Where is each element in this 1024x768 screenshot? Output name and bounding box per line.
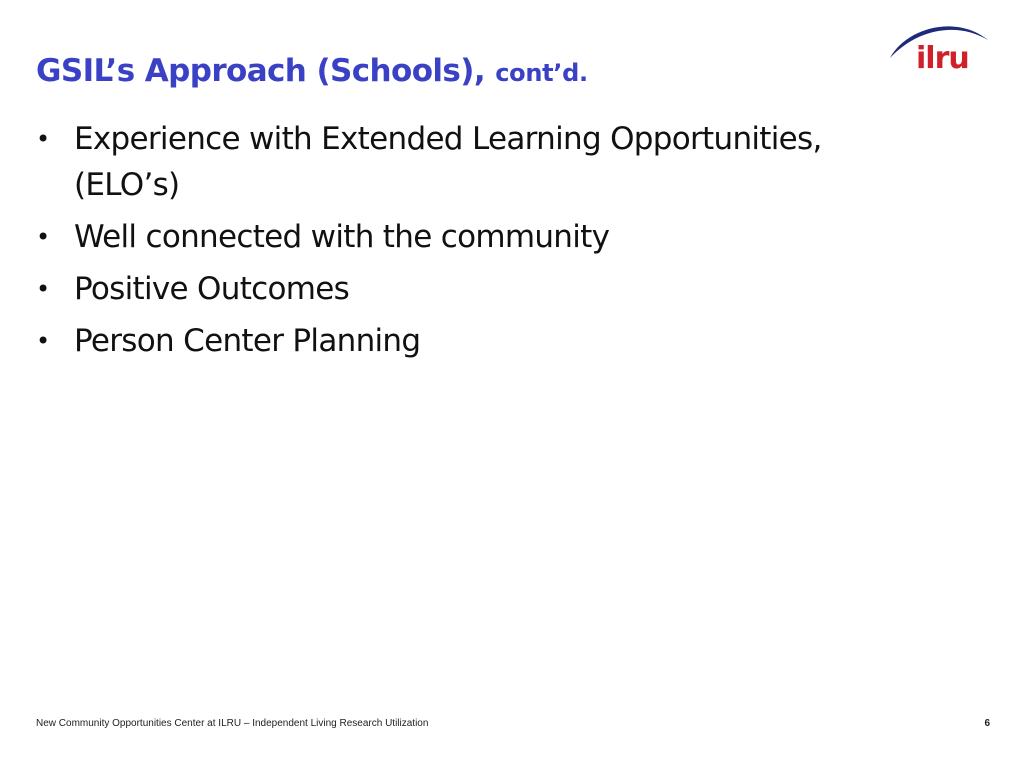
bullet-item xyxy=(36,116,936,208)
bullet-item xyxy=(36,318,936,364)
bullet-text: Well connected with the community xyxy=(74,219,610,255)
page-number: 6 xyxy=(984,718,990,729)
footer-text: New Community Opportunities Center at ILRU – Independent Living Research Utilization xyxy=(36,718,429,729)
slide-title-suffix: cont’d. xyxy=(495,59,588,87)
bullet-text: Person Center Planning xyxy=(74,323,421,359)
bullet-icon: • xyxy=(36,125,50,153)
bullet-text: Positive Outcomes xyxy=(74,271,350,307)
slide-title-main: GSIL’s Approach (Schools), xyxy=(36,53,496,89)
bullet-icon: • xyxy=(36,275,50,303)
bullet-text: Experience with Extended Learning Opportunities, (ELO’s) xyxy=(74,121,822,203)
bullet-list xyxy=(36,116,936,370)
slide-title xyxy=(36,48,588,95)
bullet-icon: • xyxy=(36,223,50,251)
bullet-item xyxy=(36,214,936,260)
ilru-logo-icon xyxy=(884,14,994,74)
logo-text: ilru xyxy=(916,41,969,74)
bullet-item xyxy=(36,266,936,312)
bullet-icon: • xyxy=(36,327,50,355)
